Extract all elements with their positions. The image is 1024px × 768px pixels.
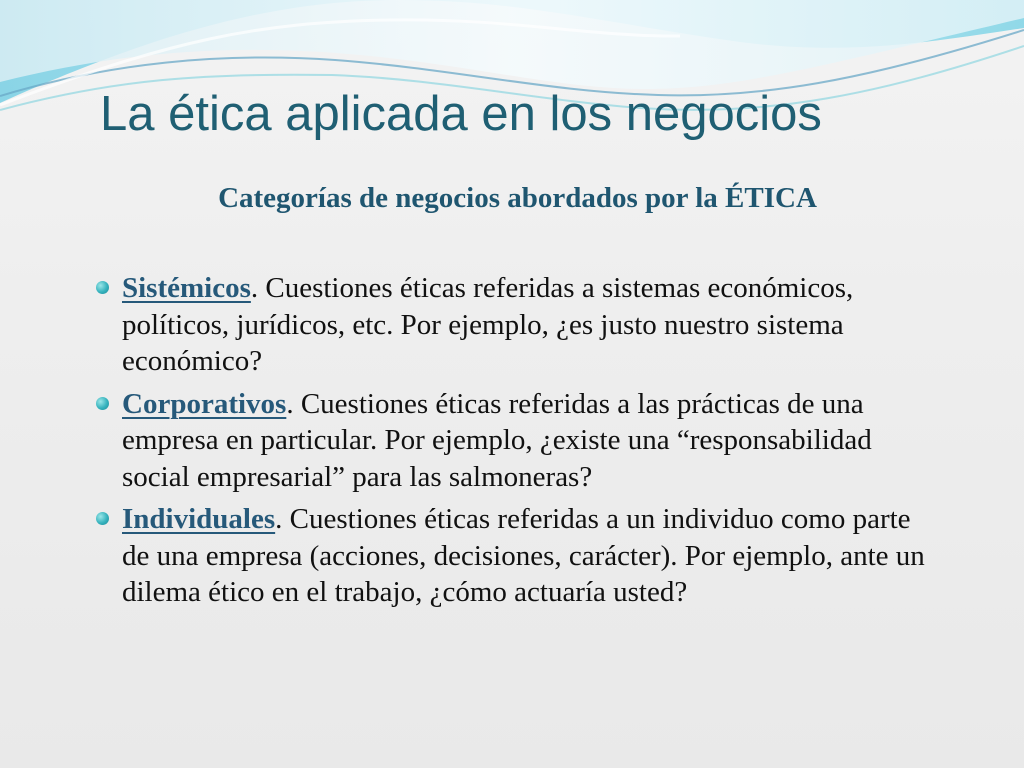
category-description-individual: . Cuestiones éticas referidas a un individuo como parte de una empresa (acciones, decisiones, carácter). Por ejemplo, ante un dilema ético en el trabajo, ¿cómo actuaría usted?: [122, 503, 925, 608]
slide-subtitle: Categorías de negocios abordados por la ÉTICA: [218, 182, 817, 214]
list-item: [94, 386, 944, 496]
list-item: [94, 270, 944, 380]
category-description-corporate: . Cuestiones éticas referidas a las prácticas de una empresa en particular. Por ejemplo, ¿existe una “responsabilidad social empresarial” para las salmoneras?: [122, 387, 872, 493]
list-item: [94, 501, 944, 611]
categories-list: [94, 270, 944, 617]
circle-bullet-icon: [96, 397, 109, 410]
page-title: La ética aplicada en los negocios: [100, 87, 822, 141]
circle-bullet-icon: [96, 281, 109, 294]
category-term-corporate: Corporativos: [122, 387, 287, 420]
category-term-individual: Individuales: [122, 503, 276, 535]
category-description-systemic: . Cuestiones éticas referidas a sistemas económicos, políticos, jurídicos, etc. Por ejemplo, ¿es justo nuestro sistema económico?: [122, 272, 854, 377]
category-term-systemic: Sistémicos: [122, 272, 251, 304]
circle-bullet-icon: [96, 512, 109, 525]
